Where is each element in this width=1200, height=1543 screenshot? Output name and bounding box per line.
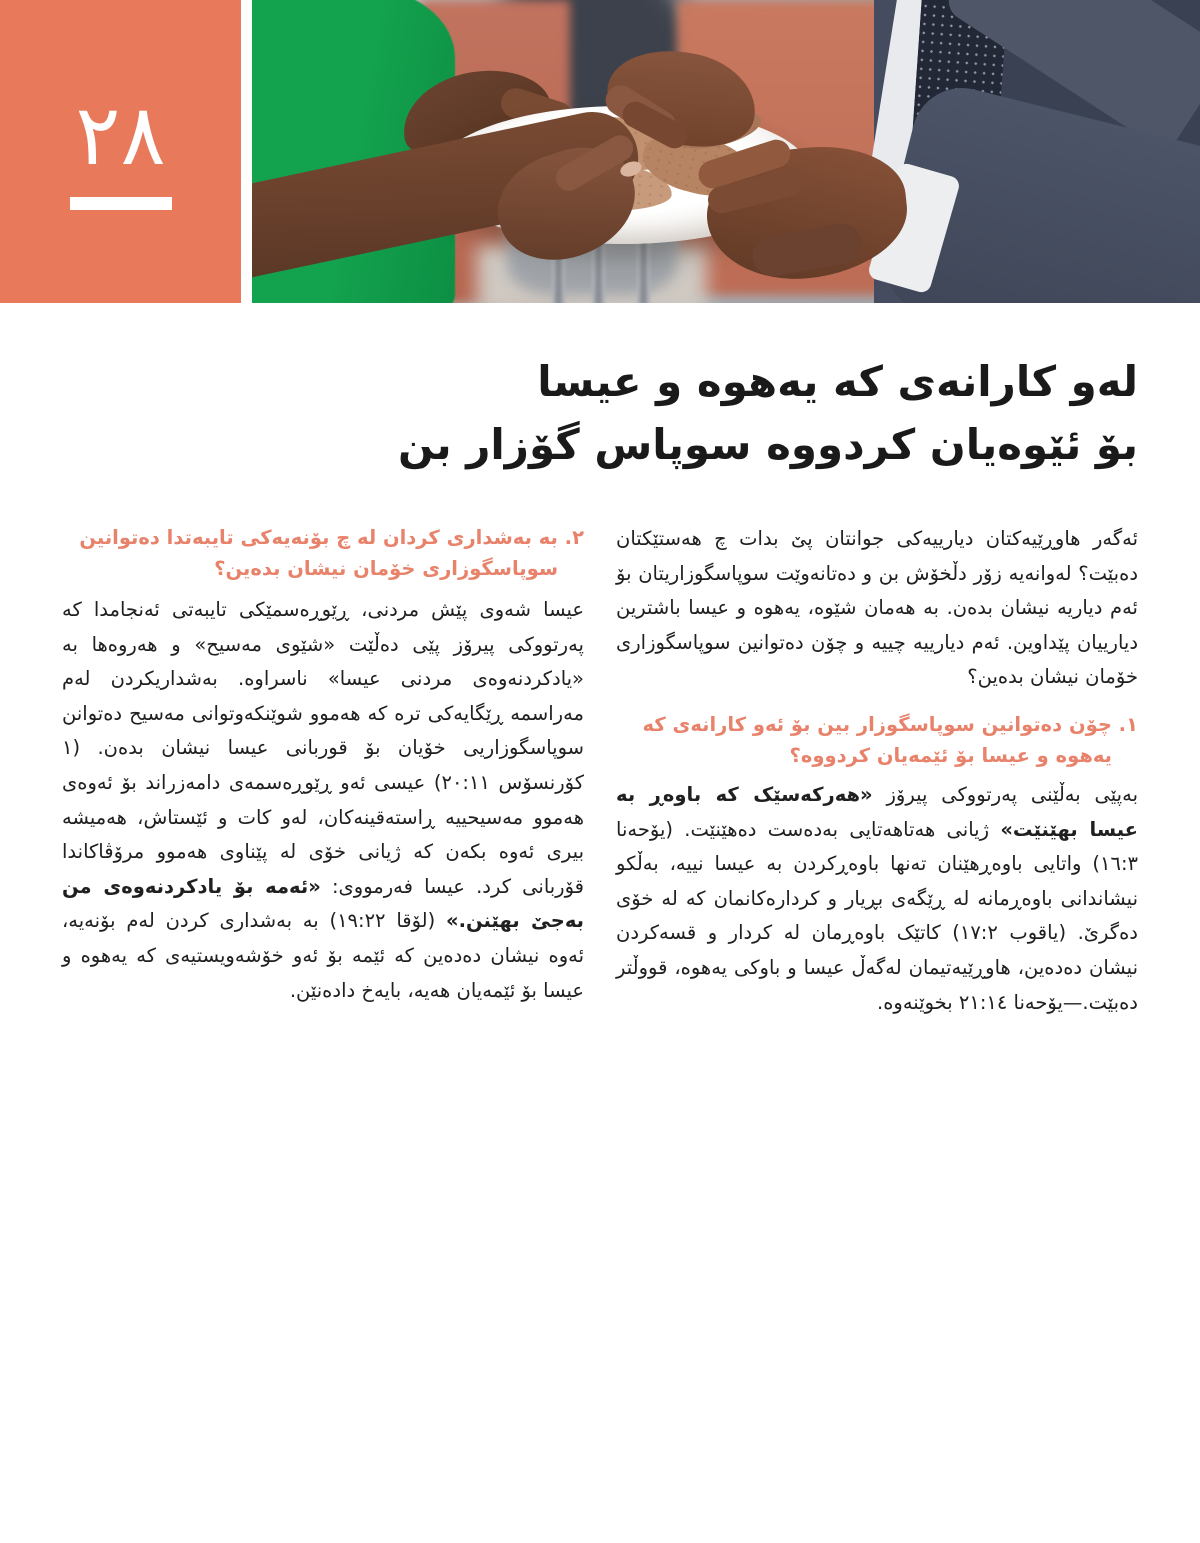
intro-paragraph: ئەگەر هاوڕێیەکتان دیارییەکی جوانتان پێ بدات چ هەستێکتان دەبێت؟ لەوانەیە زۆر دڵخۆش بن و دەتانەوێت سوپاسگوزاریتان بۆ ئەم دیاریە نیشان بدەن. بە هەمان شێوە، یەهوە و عیسا باشترین دیارییان پێداوین. ئەم دیارییە چییە و چۆن دەتوانین سوپاسگوزاری خۆمان نیشان بدەین؟ — [616, 527, 1138, 689]
page-number: ٢٨ — [75, 86, 166, 184]
article-title-line2: بۆ ئێوەیان کردووە سوپاس گۆزار بن — [398, 420, 1138, 469]
paragraph-2-text: عیسا شەوی پێش مردنی، ڕێوڕەسمێکی تایبەتی ئەنجامدا کە پەرتووکی پیرۆز پێی دەڵێت «شێوی مەسیح» و هەروەها بە «یادکردنەوەی مردنی عیسا» ناسراوە. بەشداریکردن لەم مەراسمە ڕێگایەکی ترە کە هەموو شوێنکەوتوانی مەسیح دەتوانن سوپاسگوزاریی خۆیان بۆ قوربانی عیسا نیشان بدەن. (١ کۆرنسۆس ٢٠:١١) عیسی ئەو ڕێوڕەسمەی دامەزراند بۆ ئەوەی هەموو مەسیحییە ڕاستەقینەکان، لەو کات و ئێستاش، هەمیشە بیری ئەوە بکەن کە ژیانی خۆی لە پێناوی هەموو مرۆڤاکاندا قۆربانی کرد. عیسا فەرمووی: — [62, 598, 584, 898]
page-header — [0, 0, 1200, 303]
article-title — [378, 350, 1138, 476]
article-photo — [252, 0, 1200, 303]
question-1-text: چۆن دەتوانین سوپاسگوزار بین بۆ ئەو کارانەی کە یەهوە و عیسا بۆ ئێمەیان کردووە؟ — [642, 712, 1112, 767]
study-question-2 — [62, 522, 584, 584]
paragraph-1-text-cont: ژیانی هەتاهەتایی بەدەست دەهێنێت. (یۆحەنا ١٦:٣) واتایی باوەڕهێنان تەنها باوەڕکردن بە عیسا نییە، بەڵکو نیشاندانی باوەڕمانە لە ڕێگەی بڕیار و کردارەکانمان کە لە خۆی دەگرێ. (یاقوب ١٧:٢) کاتێک باوەڕمان لە کردار و قسەکردن نیشان دەدەین، هاوڕێیەتیمان لەگەڵ عیسا و باوکی یەهوە، قووڵتر دەبێت.—یۆحەنا ٢١:١٤ بخوێنەوە. — [616, 817, 1138, 1014]
question-2-number: ٢. — [564, 526, 584, 549]
page-number-block — [0, 0, 241, 303]
paragraph-1-text: بەپێی بەڵێنی پەرتووکی پیرۆز — [872, 782, 1138, 806]
question-1-number: ١. — [1118, 712, 1138, 736]
paragraph-2-text-cont: (لۆقا ١٩:٢٢) بە بەشداری کردن لەم بۆنەیە، ئەوە نیشان دەدەین کە ئێمە بۆ ئەو خۆشەویستیەی کە یەهوە و عیسا بۆ ئێمەیان هەیە، بایەخ دادەنێن. — [62, 909, 584, 1002]
article-columns — [62, 522, 1138, 1020]
paragraph-2-bold-quote: «ئەمە بۆ یادکردنەوەی من بەجێ بهێنن.» — [62, 874, 584, 933]
question-2-text: بە بەشداری کردان لە چ بۆنەیەکی تایبەتدا دەتوانین سوپاسگوزاری خۆمان نیشان بدەین؟ — [79, 526, 558, 580]
page-number-underline — [70, 197, 172, 210]
column-right — [616, 522, 1138, 1020]
study-question-1 — [616, 709, 1138, 771]
article-title-line1: لەو کارانەی کە یەهوە و عیسا — [537, 357, 1138, 406]
column-left — [62, 522, 584, 1008]
paragraph-1 — [616, 778, 1138, 1020]
paragraph-2 — [62, 593, 584, 1008]
paragraph-1-bold-quote: «هەرکەسێک کە باوەڕ بە عیسا بهێنێت» — [616, 782, 1138, 841]
